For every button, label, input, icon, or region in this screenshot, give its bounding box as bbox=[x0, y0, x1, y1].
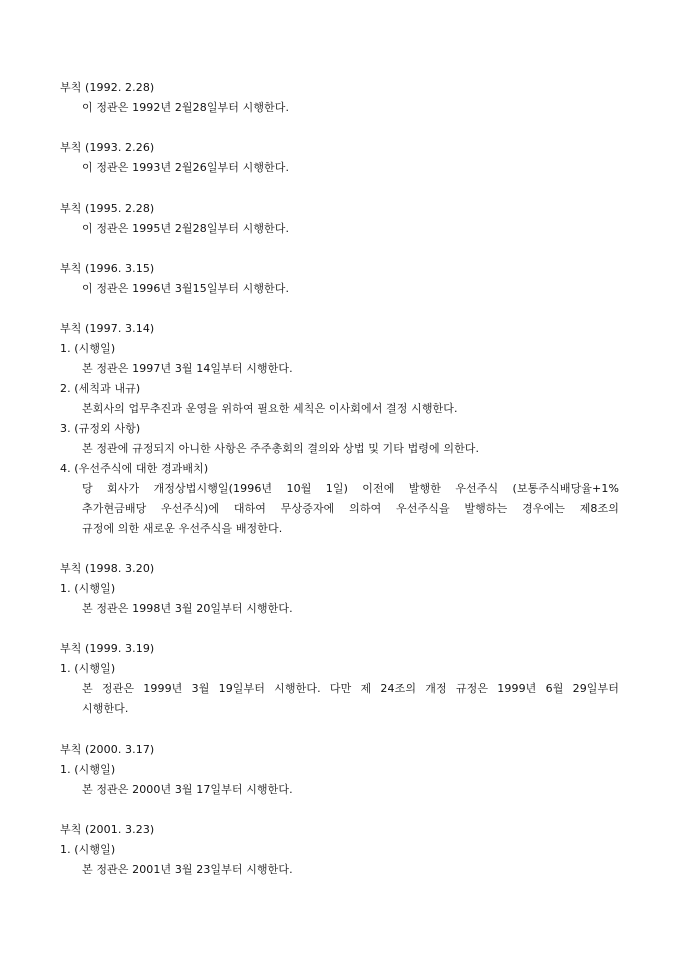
section-heading: 부칙 (1998. 3.20) bbox=[60, 562, 155, 575]
item-text: 추가현금배당 우선주식)에 대하여 무상증자에 의하여 우선주식을 발행하는 경우에는 제8조의 bbox=[82, 502, 619, 515]
item-title: 1. (시행일) bbox=[60, 582, 116, 595]
section-heading: 부칙 (1992. 2.28) bbox=[60, 81, 155, 94]
section-heading: 부칙 (1995. 2.28) bbox=[60, 202, 155, 215]
item-text: 본 정관은 1999년 3월 19일부터 시행한다. 다만 제 24조의 개정 규정은 1999년 6월 29일부터 bbox=[82, 682, 619, 695]
section-heading: 부칙 (1993. 2.26) bbox=[60, 141, 155, 154]
item-title: 1. (시행일) bbox=[60, 763, 116, 776]
item-text: 본 정관에 규정되지 아니한 사항은 주주총회의 결의와 상법 및 기타 법령에 의한다. bbox=[82, 442, 480, 455]
item-title: 4. (우선주식에 대한 경과배치) bbox=[60, 462, 209, 475]
section-heading: 부칙 (1997. 3.14) bbox=[60, 322, 155, 335]
item-text: 시행한다. bbox=[82, 702, 129, 715]
item-text: 본 정관은 1998년 3월 20일부터 시행한다. bbox=[82, 602, 293, 615]
section-heading: 부칙 (2001. 3.23) bbox=[60, 823, 155, 836]
item-title: 1. (시행일) bbox=[60, 662, 116, 675]
section-heading: 부칙 (1999. 3.19) bbox=[60, 642, 155, 655]
item-text: 규정에 의한 새로운 우선주식을 배정한다. bbox=[82, 522, 283, 535]
section-heading: 부칙 (2000. 3.17) bbox=[60, 743, 155, 756]
section-heading: 부칙 (1996. 3.15) bbox=[60, 262, 155, 275]
item-title: 3. (규정외 사항) bbox=[60, 422, 141, 435]
section-text: 이 정관은 1993년 2월26일부터 시행한다. bbox=[82, 161, 290, 174]
section-text: 이 정관은 1995년 2월28일부터 시행한다. bbox=[82, 222, 290, 235]
item-text: 본 정관은 1997년 3월 14일부터 시행한다. bbox=[82, 362, 293, 375]
item-text: 본회사의 업무추진과 운영을 위하여 필요한 세칙은 이사회에서 결정 시행한다. bbox=[82, 402, 458, 415]
section-text: 이 정관은 1996년 3월15일부터 시행한다. bbox=[82, 282, 290, 295]
item-text: 본 정관은 2000년 3월 17일부터 시행한다. bbox=[82, 783, 293, 796]
item-text: 본 정관은 2001년 3월 23일부터 시행한다. bbox=[82, 863, 293, 876]
item-text: 당 회사가 개정상법시행일(1996년 10월 1일) 이전에 발행한 우선주식 (보통주식배당율+1% bbox=[82, 482, 619, 495]
item-title: 1. (시행일) bbox=[60, 342, 116, 355]
section-text: 이 정관은 1992년 2월28일부터 시행한다. bbox=[82, 101, 290, 114]
item-title: 1. (시행일) bbox=[60, 843, 116, 856]
item-title: 2. (세칙과 내규) bbox=[60, 382, 141, 395]
